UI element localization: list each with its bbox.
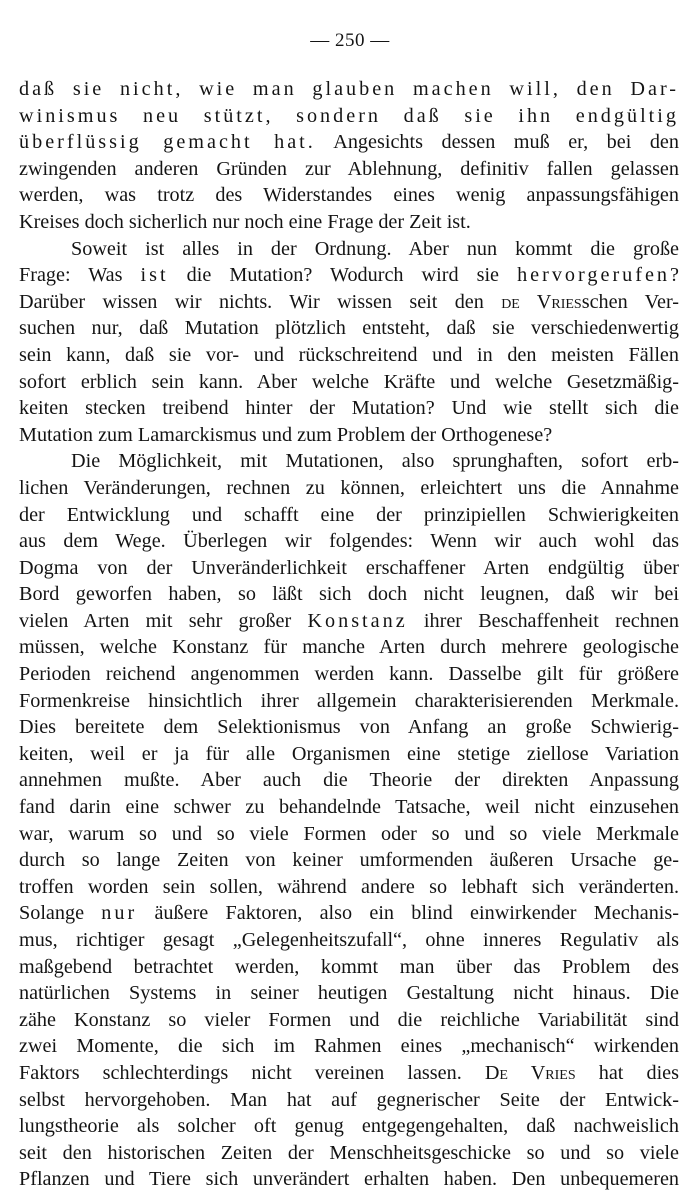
text-line <box>19 874 679 901</box>
text-line <box>19 1033 679 1060</box>
spaced-emphasis: ist <box>140 264 169 287</box>
text-line <box>19 369 679 396</box>
text-run: Dogma von der Unveränderlichkeit erschaffener Arten endgültig über <box>19 556 679 579</box>
text-line <box>19 555 679 582</box>
text-line <box>19 927 679 954</box>
text-run: annehmen mußte. Aber auch die Theorie der direkten Anpassung <box>19 769 679 792</box>
text-run: suchen nur, daß Mutation plötzlich entsteht, daß sie verschiedenwertig <box>19 317 679 340</box>
text-run: lungstheorie als solcher oft genug entgegengehalten, daß nachweislich <box>19 1115 679 1138</box>
text-run: keiten stecken treibend hinter der Mutation? Und wie stellt sich die <box>19 397 679 420</box>
text-run: vielen Arten mit sehr großer <box>19 609 308 632</box>
page-number: — 250 — <box>310 30 390 51</box>
text-run: Dies bereitete dem Selektionismus von Anfang an große Schwierig- <box>19 716 679 739</box>
text-run: ihrer Beschaffenheit rechnen <box>407 609 679 632</box>
text-line <box>19 262 679 289</box>
text-line <box>19 847 679 874</box>
text-run: Soweit ist alles in der Ordnung. Aber nun kommt die große <box>71 237 679 260</box>
text-run: schen Ver- <box>581 290 679 313</box>
text-run: die Mutation? Wodurch wird sie <box>168 264 518 287</box>
text-run: werden, was trotz des Widerstandes eines wenig anpassungsfähigen <box>19 184 679 207</box>
text-run: sofort erblich sein kann. Aber welche Kräfte und welche Gesetzmäßig- <box>19 370 679 393</box>
text-line <box>19 1007 679 1034</box>
text-line <box>19 236 679 263</box>
spaced-emphasis: Konstanz <box>307 609 408 632</box>
text-line <box>19 129 679 156</box>
text-line <box>19 315 679 342</box>
text-line <box>19 475 679 502</box>
text-line <box>19 448 679 475</box>
text-run: Mutation zum Lamarckismus und zum Problem der Orthogenese? <box>19 423 553 446</box>
spaced-emphasis: hervorgerufen <box>517 264 671 287</box>
text-run: Pflanzen und Tiere sich unverändert erhalten haben. Den unbequemeren <box>19 1168 679 1191</box>
text-run: müssen, welche Konstanz für manche Arten durch mehrere geologische <box>19 636 679 659</box>
text-run: Kreises doch sicherlich nur noch eine Frage der Zeit ist. <box>19 210 471 233</box>
text-run: ? <box>670 264 679 287</box>
text-run: lichen Veränderungen, rechnen zu können, erleichtert uns die Annahme <box>19 476 679 499</box>
text-line <box>19 209 679 236</box>
text-line <box>19 714 679 741</box>
text-line <box>19 76 679 103</box>
text-line <box>19 980 679 1007</box>
text-run: zähe Konstanz so vieler Formen und die reichliche Variabilität sind <box>19 1008 679 1031</box>
text-line <box>19 395 679 422</box>
text-run: äußere Faktoren, also ein blind einwirkender Mechanis- <box>137 902 679 925</box>
text-run: sein kann, daß sie vor- und rückschreitend und in den meisten Fällen <box>19 343 679 366</box>
text-line <box>19 528 679 555</box>
text-run: Darüber wissen wir nichts. Wir wissen seit den <box>19 290 502 313</box>
text-line <box>19 1113 679 1140</box>
text-line <box>19 821 679 848</box>
text-run: Die Möglichkeit, mit Mutationen, also sprunghaften, sofort erb- <box>71 450 679 473</box>
text-line <box>19 1166 679 1193</box>
text-run: troffen worden sein sollen, während andere so lebhaft sich veränderten. <box>19 875 679 898</box>
text-line <box>19 1140 679 1167</box>
text-line <box>19 954 679 981</box>
text-run: keiten, weil er ja für alle Organismen eine stetige ziellose Variation <box>19 742 679 765</box>
text-run: zwingenden anderen Gründen zur Ablehnung, definitiv fallen gelassen <box>19 157 679 180</box>
text-run: Formenkreise hinsichtlich ihrer allgemein charakterisierenden Merkmale. <box>19 689 679 712</box>
text-run: hat dies <box>575 1061 679 1084</box>
body-text <box>19 76 679 1193</box>
text-line <box>19 289 679 316</box>
text-run: selbst hervorgehoben. Man hat auf gegnerischer Seite der Entwick- <box>19 1088 679 1111</box>
text-line <box>19 608 679 635</box>
text-line <box>19 741 679 768</box>
text-line <box>19 1087 679 1114</box>
text-run: Faktors schlechterdings nicht vereinen lassen. <box>19 1061 485 1084</box>
text-line <box>19 581 679 608</box>
text-line <box>19 182 679 209</box>
text-line <box>19 688 679 715</box>
text-run: Frage: Was <box>19 264 141 287</box>
text-run: Perioden reichend angenommen werden kann. Dasselbe gilt für größere <box>19 663 679 686</box>
text-line <box>19 661 679 688</box>
text-run: fand darin eine schwer zu behandelnde Tatsache, weil nicht einzusehen <box>19 796 679 819</box>
spaced-emphasis: nur <box>101 902 138 925</box>
text-line <box>19 900 679 927</box>
text-line <box>19 1060 679 1087</box>
small-caps-name: de Vries <box>501 290 582 313</box>
text-run: Angesichts dessen muß er, bei den <box>315 131 679 154</box>
text-run: Bord geworfen haben, so läßt sich doch nicht leugnen, daß wir bei <box>19 583 679 606</box>
text-line <box>19 103 679 130</box>
text-line <box>19 634 679 661</box>
spaced-emphasis: winismus neu stützt, sondern daß sie ihn endgültig <box>19 104 679 127</box>
text-run: maßgebend betrachtet werden, kommt man über das Problem des <box>19 955 679 978</box>
text-run: natürlichen Systems in seiner heutigen Gestaltung nicht hinaus. Die <box>19 982 679 1005</box>
text-line <box>19 502 679 529</box>
text-run: mus, richtiger gesagt „Gelegenheitszufall“, ohne inneres Regulativ als <box>19 929 679 951</box>
text-run: durch so lange Zeiten von keiner umformenden äußeren Ursache ge- <box>19 849 679 872</box>
text-line <box>19 767 679 794</box>
text-run: zwei Momente, die sich im Rahmen eines „mechanisch“ wirkenden <box>19 1035 679 1058</box>
text-run: Solange <box>19 902 102 925</box>
text-run: seit den historischen Zeiten der Menschheitsgeschicke so und so viele <box>19 1141 679 1164</box>
text-run: der Entwicklung und schafft eine der prinzipiellen Schwierigkeiten <box>19 503 679 526</box>
spaced-emphasis: daß sie nicht, wie man glauben machen will, den Dar- <box>19 78 679 100</box>
small-caps-name: De Vries <box>484 1061 576 1084</box>
text-line <box>19 156 679 183</box>
spaced-emphasis: überflüssig gemacht hat. <box>19 131 316 154</box>
text-line <box>19 422 679 449</box>
text-run: war, warum so und so viele Formen oder so und so viele Merkmale <box>19 822 679 845</box>
text-line <box>19 342 679 369</box>
text-line <box>19 794 679 821</box>
text-run: aus dem Wege. Überlegen wir folgendes: Wenn wir auch wohl das <box>19 530 679 553</box>
